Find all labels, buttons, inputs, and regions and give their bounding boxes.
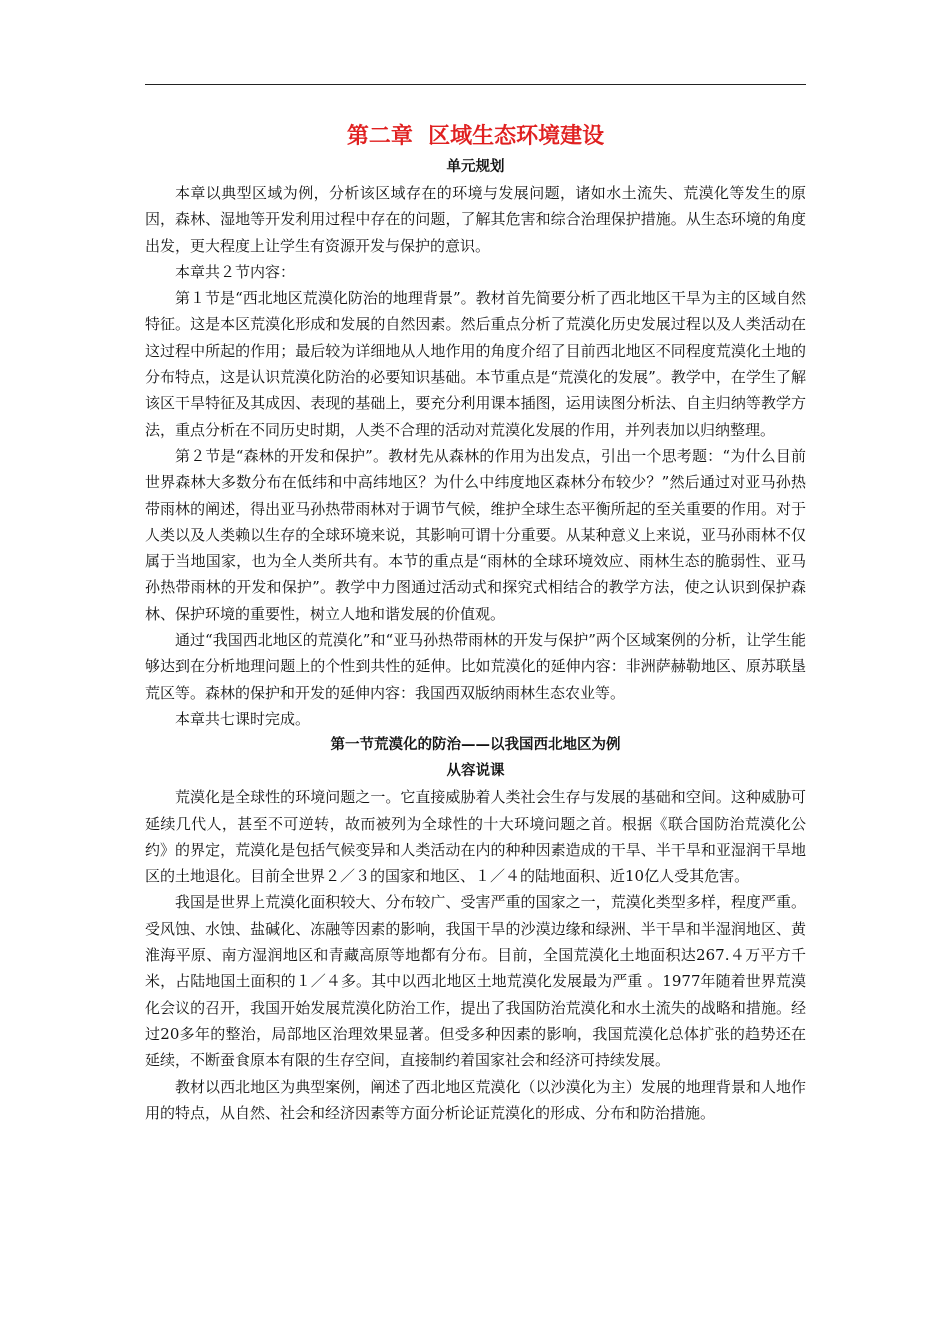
unit-heading: 单元规划 [446, 159, 505, 175]
unit-paragraph-5: 通过“我国西北地区的荒漠化”和“亚马孙热带雨林的开发与保护”两个区域案例的分析，让学生能够达到在分析地理问题上的个性到共性的延伸。比如荒漠化的延伸内容：非洲萨赫勒地区、原苏联垦荒区等。森林的保护和开发的延伸内容：我国西双版纳雨林生态农业等。 [145, 631, 806, 702]
unit-paragraph-3: 第１节是“西北地区荒漠化防治的地理背景”。教材首先简要分析了西北地区干旱为主的区域自然特征。这是本区荒漠化形成和发展的自然因素。然后重点分析了荒漠化历史发展过程以及人类活动在这过程中所起的作用；最后较为详细地从人地作用的角度介绍了目前西北地区不同程度荒漠化土地的分布特点，这是认识荒漠化防治的必要知识基础。本节重点是“荒漠化的发展”。教学中，在学生了解该区干旱特征及其成因、表现的基础上，要充分利用课本插图，运用读图分析法、自主归纳等教学方法，重点分析在不同历史时期，人类不合理的活动对荒漠化发展的作用，并列表加以归纳整理。 [145, 289, 806, 439]
section-paragraph-3: 教材以西北地区为典型案例，阐述了西北地区荒漠化（以沙漠化为主）发展的地理背景和人地作用的特点，从自然、社会和经济因素等方面分析论证荒漠化的形成、分布和防治措施。 [145, 1077, 806, 1122]
document-body [145, 120, 806, 1126]
unit-paragraph-6: 本章共七课时完成。 [175, 709, 311, 728]
section-subheading: 从容说课 [446, 763, 505, 780]
unit-paragraph-2: 本章共２节内容： [175, 262, 296, 281]
section-heading: 第一节荒漠化的防治——以我国西北地区为例 [330, 737, 621, 754]
unit-paragraph-4: 第２节是“森林的开发和保护”。教材先从森林的作用为出发点，引出一个思考题：“为什么目前世界森林大多数分布在低纬和中高纬地区？为什么中纬度地区森林分布较少？”然后通过对亚马孙热带雨林的阐述，得出亚马孙热带雨林对于调节气候，维护全球生态平衡所起的至关重要的作用。对于人类以及人类赖以生存的全球环境来说，其影响可谓十分重要。从某种意义上来说，亚马孙雨林不仅属于当地国家，也为全人类所共有。本节的重点是“雨林的全球环境效应、雨林生态的脆弱性、亚马孙热带雨林的开发和保护”。教学中力图通过活动式和探究式相结合的教学方法，使之认识到保护森林、保护环境的重要性，树立人地和谐发展的价值观。 [145, 446, 806, 623]
chapter-title: 第二章 区域生态环境建设 [346, 124, 605, 149]
header-rule [145, 84, 806, 85]
unit-paragraph-1: 本章以典型区域为例，分析该区域存在的环境与发展问题，诸如水土流失、荒漠化等发生的原因，森林、湿地等开发利用过程中存在的问题，了解其危害和综合治理保护措施。从生态环境的角度出发，更大程度上让学生有资源开发与保护的意识。 [145, 184, 806, 255]
section-paragraph-1: 荒漠化是全球性的环境问题之一。它直接威胁着人类社会生存与发展的基础和空间。这种威胁可延续几代人，甚至不可逆转，故而被列为全球性的十大环境问题之首。根据《联合国防治荒漠化公约》的界定，荒漠化是包括气候变异和人类活动在内的种种因素造成的干旱、半干旱和亚湿润干旱地区的土地退化。目前全世界２／３的国家和地区、１／４的陆地面积、近10亿人受其危害。 [145, 788, 806, 886]
section-paragraph-2: 我国是世界上荒漠化面积较大、分布较广、受害严重的国家之一，荒漠化类型多样，程度严重。受风蚀、水蚀、盐碱化、冻融等因素的影响，我国干旱的沙漠边缘和绿洲、半干旱和半湿润地区、黄淮海平原、南方湿润地区和青藏高原等地都有分布。目前，全国荒漠化土地面积达267.４万平方千米，占陆地国土面积的１／４多。其中以西北地区土地荒漠化发展最为严重 。1977年随着世界荒漠化会议的召开，我国开始发展荒漠化防治工作，提出了我国防治荒漠化和水土流失的战略和措施。经过20多年的整治，局部地区治理效果显著。但受多种因素的影响，我国荒漠化总体扩张的趋势还在延续，不断蚕食原本有限的生存空间，直接制约着国家社会和经济可持续发展。 [145, 893, 806, 1070]
